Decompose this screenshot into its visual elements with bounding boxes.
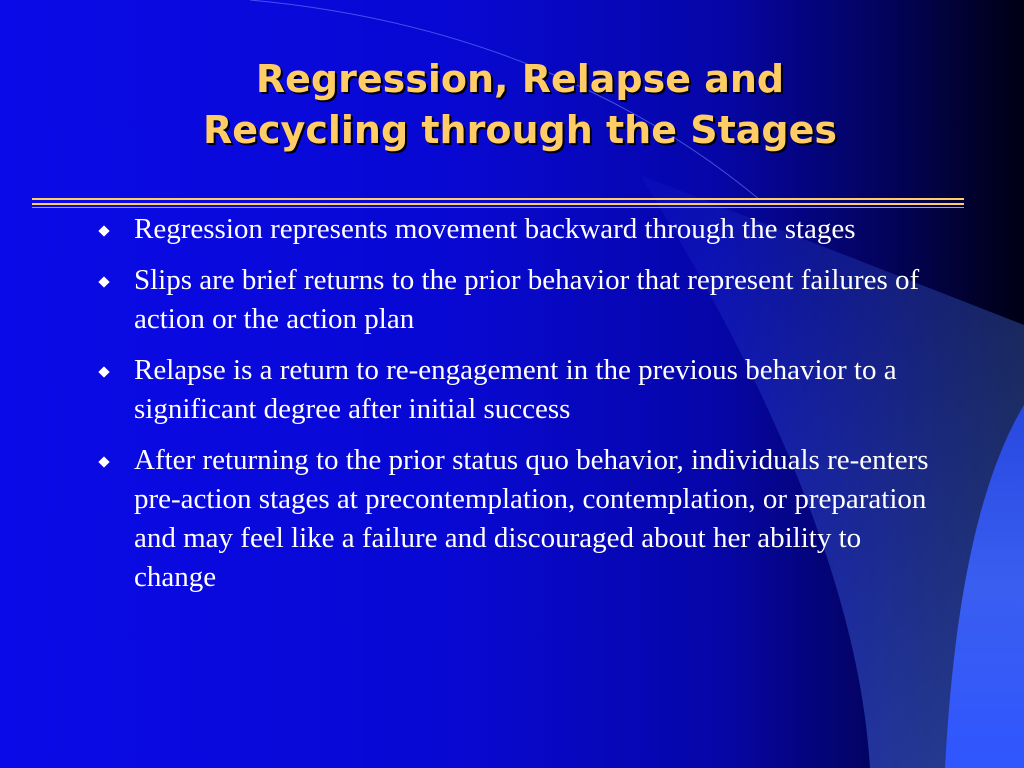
slide-title-line: Recycling through the Stages [203, 108, 837, 152]
diamond-bullet-icon [98, 456, 109, 467]
slide-title [60, 54, 980, 156]
bullet-item [94, 441, 934, 597]
bullet-text: Regression represents movement backward through the stages [134, 213, 856, 245]
title-divider [32, 203, 964, 205]
bullet-text: Slips are brief returns to the prior behavior that represent failures of action or the action plan [134, 264, 920, 335]
bullet-item [94, 261, 934, 339]
slide-title-line: Regression, Relapse and [255, 57, 785, 101]
diamond-bullet-icon [98, 366, 109, 377]
bullet-text: Relapse is a return to re-engagement in the previous behavior to a significant degree after initial success [134, 354, 897, 425]
diamond-bullet-icon [98, 225, 109, 236]
bullet-item [94, 210, 934, 249]
bullet-list [94, 210, 934, 609]
bullet-text: After returning to the prior status quo behavior, individuals re-enters pre-action stages at precontemplation, contemplation, or preparation and may feel like a failure and discouraged about her ability to change [134, 444, 929, 593]
diamond-bullet-icon [98, 276, 109, 287]
bullet-item [94, 351, 934, 429]
title-divider [32, 198, 964, 200]
title-divider [32, 207, 964, 208]
